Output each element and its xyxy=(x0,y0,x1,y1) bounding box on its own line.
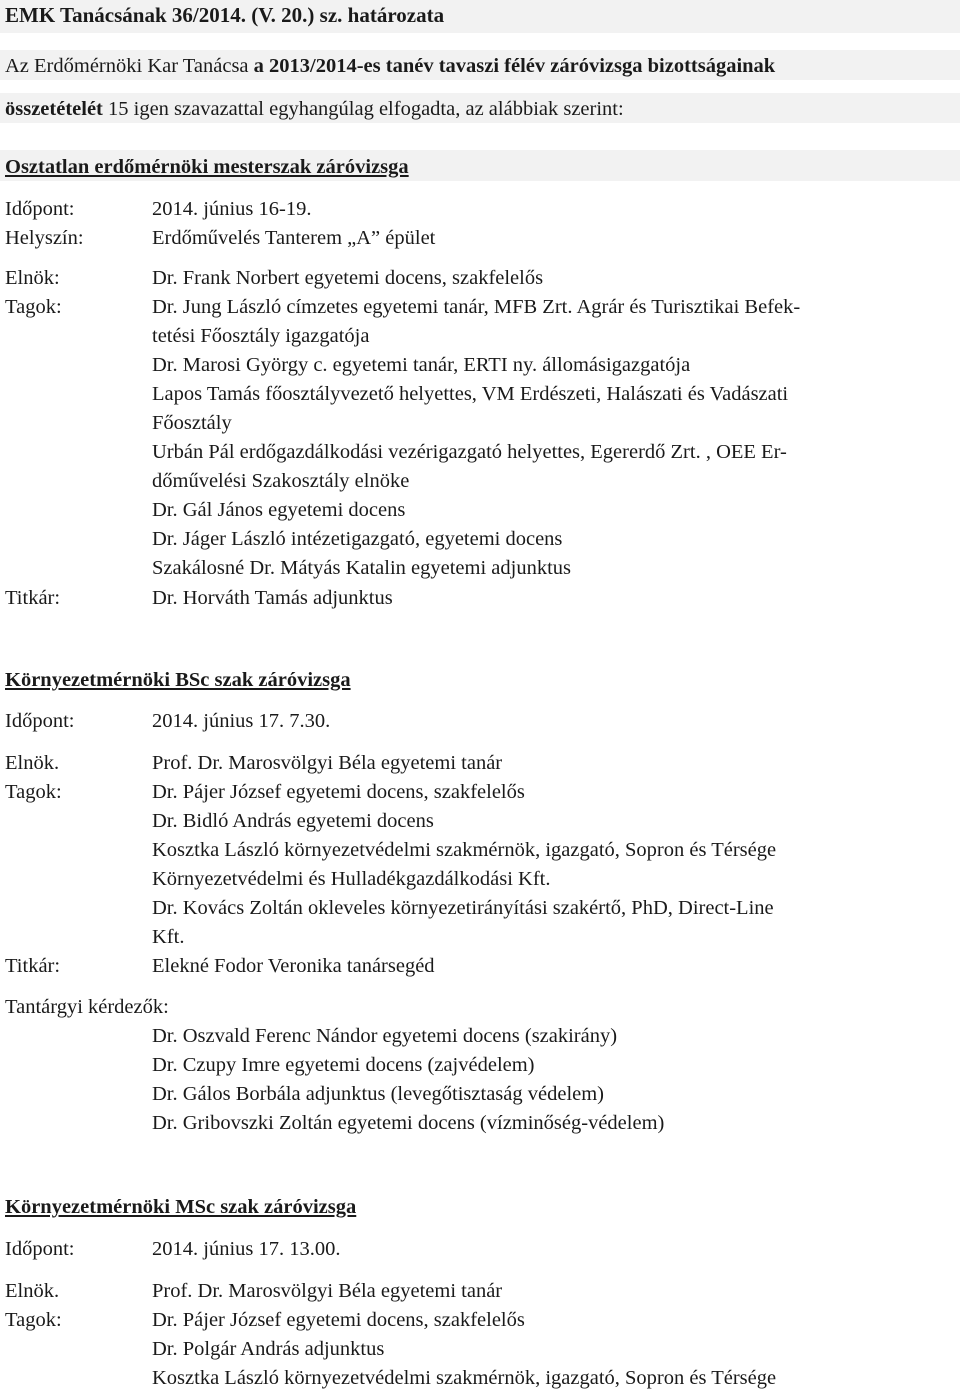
section1-idopont-value: 2014. június 16-19. xyxy=(152,198,312,220)
list-item: Dr. Oszvald Ferenc Nándor egyetemi docens (szakirány) xyxy=(152,1025,618,1047)
section1-helyszin-label: Helyszín: xyxy=(5,227,84,249)
list-item: Dr. Czupy Imre egyetemi docens (zajvédelem) xyxy=(152,1054,535,1076)
section2-elnok-label: Elnök. xyxy=(5,752,60,774)
list-item: Kosztka László környezetvédelmi szakmérnök, igazgató, Sopron és Térsége xyxy=(152,1367,777,1389)
list-item: Dr. Pájer József egyetemi docens, szakfelelős xyxy=(152,781,525,803)
list-item: Dr. Kovács Zoltán okleveles környezetirányítási szakértő, PhD, Direct-Line xyxy=(152,897,774,919)
page-title: EMK Tanácsának 36/2014. (V. 20.) sz. határozata xyxy=(5,3,445,27)
section3-elnok-value: Prof. Dr. Marosvölgyi Béla egyetemi tanár xyxy=(152,1280,503,1302)
list-item: Urbán Pál erdőgazdálkodási vezérigazgató helyettes, Egererdő Zrt. , OEE Er- xyxy=(152,441,787,463)
list-item: Dr. Gribovszki Zoltán egyetemi docens (vízminőség-védelem) xyxy=(152,1112,665,1134)
intro-line-2 xyxy=(5,96,624,122)
list-item: Szakálosné Dr. Mátyás Katalin egyetemi adjunktus xyxy=(152,557,572,579)
section2-kerdezok-label: Tantárgyi kérdezők: xyxy=(5,996,169,1018)
section1-heading: Osztatlan erdőmérnöki mesterszak záróvizsga xyxy=(5,156,409,178)
section2-idopont-label: Időpont: xyxy=(5,710,75,732)
list-item: dőművelési Szakosztály elnöke xyxy=(152,470,410,492)
list-item: tetési Főosztály igazgatója xyxy=(152,325,370,347)
list-item: Dr. Jung László címzetes egyetemi tanár, MFB Zrt. Agrár és Turisztikai Befek- xyxy=(152,296,801,318)
intro-text-a: Az Erdőmérnöki Kar Tanácsa xyxy=(5,55,254,77)
section1-elnok-label: Elnök: xyxy=(5,267,60,289)
section1-tagok-label: Tagok: xyxy=(5,296,62,318)
section2-tagok-label: Tagok: xyxy=(5,781,62,803)
list-item: Dr. Gálos Borbála adjunktus (levegőtisztaság védelem) xyxy=(152,1083,605,1105)
section2-elnok-value: Prof. Dr. Marosvölgyi Béla egyetemi tanár xyxy=(152,752,503,774)
section1-titkar-value: Dr. Horváth Tamás adjunktus xyxy=(152,587,393,609)
list-item: Főosztály xyxy=(152,412,232,434)
list-item: Lapos Tamás főosztályvezető helyettes, VM Erdészeti, Halászati és Vadászati xyxy=(152,383,789,405)
section2-titkar-label: Titkár: xyxy=(5,955,61,977)
section3-elnok-label: Elnök. xyxy=(5,1280,60,1302)
section1-titkar-label: Titkár: xyxy=(5,587,61,609)
list-item: Környezetvédelmi és Hulladékgazdálkodási Kft. xyxy=(152,868,551,890)
list-item: Dr. Gál János egyetemi docens xyxy=(152,499,406,521)
list-item: Dr. Bidló András egyetemi docens xyxy=(152,810,434,832)
section1-helyszin-value: Erdőművelés Tanterem „A” épület xyxy=(152,227,436,249)
section1-idopont-label: Időpont: xyxy=(5,198,75,220)
intro-text-c: összetételét xyxy=(5,98,103,120)
list-item: Kosztka László környezetvédelmi szakmérnök, igazgató, Sopron és Térsége xyxy=(152,839,777,861)
list-item: Dr. Marosi György c. egyetemi tanár, ERTI ny. állomásigazgatója xyxy=(152,354,691,376)
list-item: Dr. Pájer József egyetemi docens, szakfelelős xyxy=(152,1309,525,1331)
section2-idopont-value: 2014. június 17. 7.30. xyxy=(152,710,331,732)
section3-heading: Környezetmérnöki MSc szak záróvizsga xyxy=(5,1196,357,1218)
intro-text-d: 15 igen szavazattal egyhangúlag elfogadta, az alábbiak szerint: xyxy=(102,98,624,120)
intro-text-b: a 2013/2014-es tanév tavaszi félév záróvizsga bizottságainak xyxy=(253,55,776,77)
intro-line-1 xyxy=(5,53,775,79)
list-item: Dr. Polgár András adjunktus xyxy=(152,1338,385,1360)
section3-idopont-label: Időpont: xyxy=(5,1238,75,1260)
section3-idopont-value: 2014. június 17. 13.00. xyxy=(152,1238,341,1260)
section2-heading: Környezetmérnöki BSc szak záróvizsga xyxy=(5,669,351,691)
section1-elnok-value: Dr. Frank Norbert egyetemi docens, szakfelelős xyxy=(152,267,544,289)
list-item: Dr. Jáger László intézetigazgató, egyetemi docens xyxy=(152,528,563,550)
list-item: Kft. xyxy=(152,926,185,948)
section3-tagok-label: Tagok: xyxy=(5,1309,62,1331)
section2-titkar-value: Elekné Fodor Veronika tanársegéd xyxy=(152,955,435,977)
